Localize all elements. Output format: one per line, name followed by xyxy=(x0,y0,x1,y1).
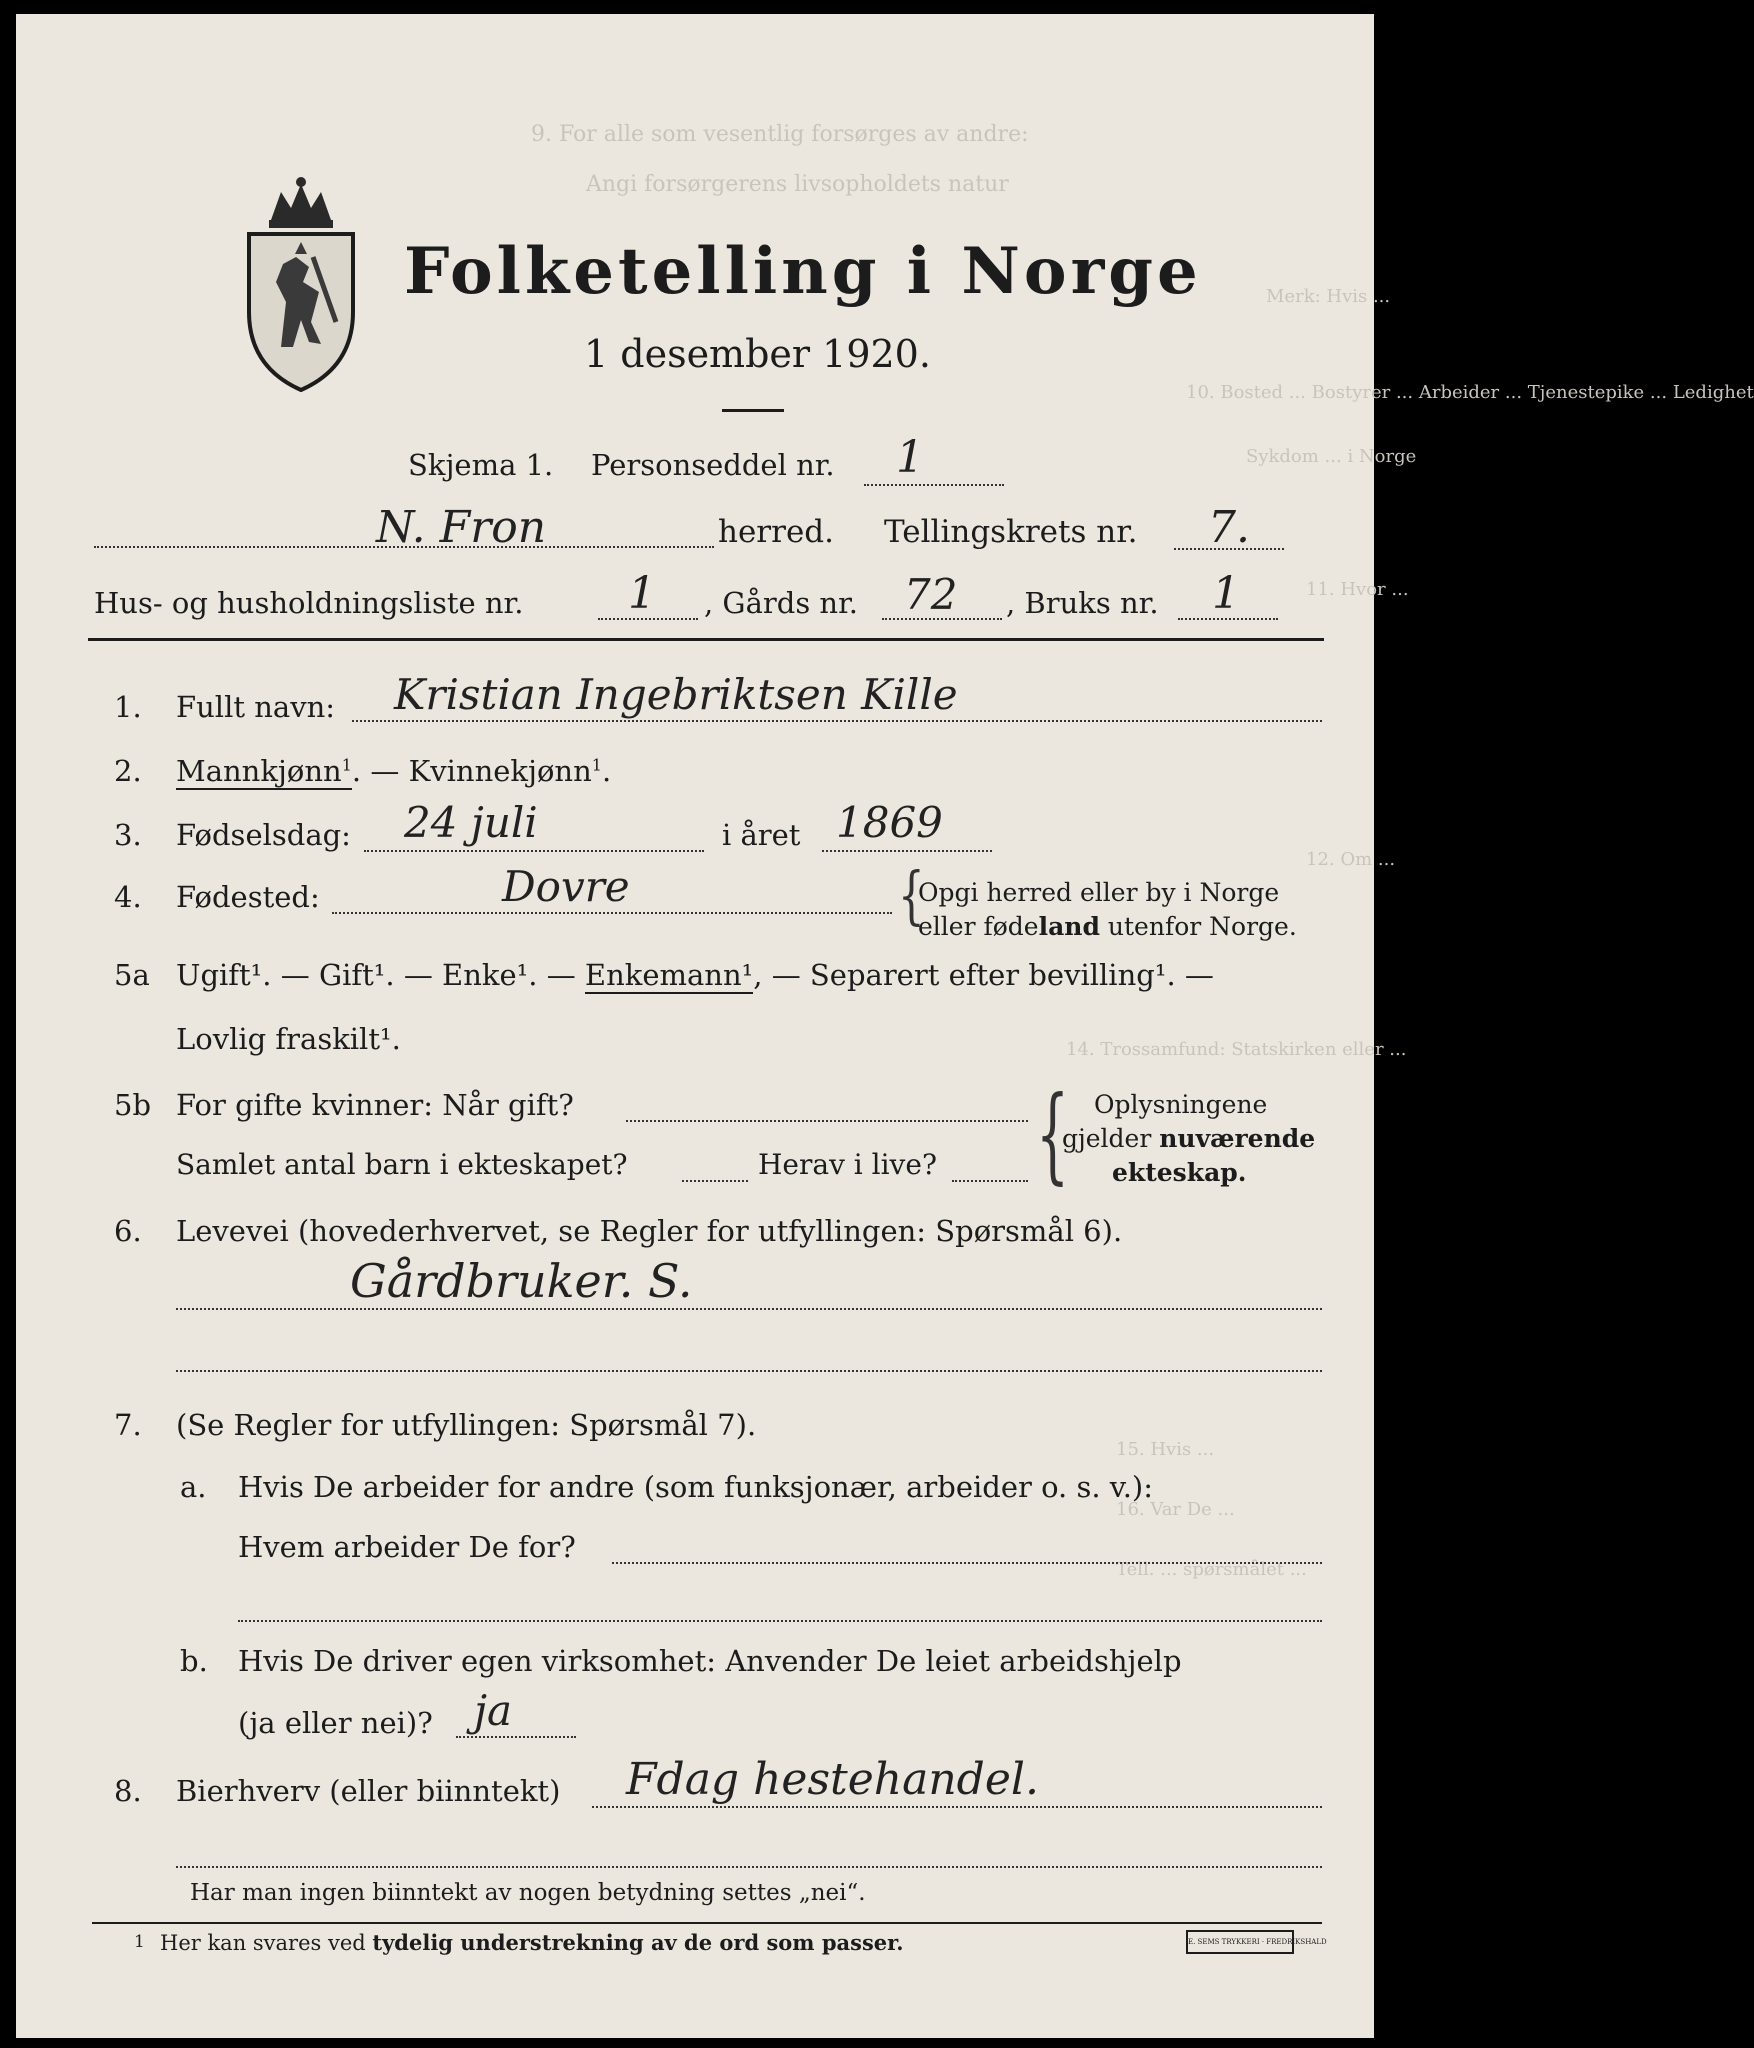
q5b-alive-label: Herav i live? xyxy=(758,1148,937,1181)
q6-label: Levevei (hovederhvervet, se Regler for utfyllingen: Spørsmål 6). xyxy=(176,1214,1123,1248)
q5b-alive-line xyxy=(952,1180,1028,1182)
bleed-line: 11. Hvor ... xyxy=(1306,579,1409,600)
q4-line xyxy=(332,912,892,914)
bleed-line: Merk: Hvis ... xyxy=(1266,286,1391,307)
q7a-number: a. xyxy=(180,1470,207,1504)
q3-value: 24 juli xyxy=(404,798,538,847)
bleed-line: Angi forsørgerens livsopholdets natur xyxy=(586,172,1009,197)
bleed-line: 10. Bosted ... Bostyrer ... Arbeider ... Tjenestepike ... Ledighet xyxy=(1186,382,1754,403)
q5b-note-1: Oplysningene xyxy=(1094,1090,1268,1119)
q4-brace: { xyxy=(898,858,925,932)
q8-line-1 xyxy=(592,1806,1322,1808)
bleed-line: 9. For alle som vesentlig forsørges av andre: xyxy=(531,122,1029,147)
q1-line xyxy=(352,720,1322,722)
q7b-value: ja xyxy=(474,1686,513,1735)
bleed-line: Sykdom ... i Norge xyxy=(1246,446,1417,467)
personseddel-label: Personseddel nr. xyxy=(591,448,835,482)
q7b-line-2: (ja eller nei)? xyxy=(238,1706,433,1740)
q1-number: 1. xyxy=(114,690,142,724)
biinntekt-note: Har man ingen biinntekt av nogen betydning settes „nei“. xyxy=(190,1880,866,1906)
title-divider xyxy=(722,409,784,412)
personseddel-line xyxy=(864,484,1004,486)
q3-year-line xyxy=(822,850,992,852)
q3-label: Fødselsdag: xyxy=(176,818,351,852)
hus-label: Hus- og husholdningsliste nr. xyxy=(94,586,524,620)
enkemann-option: Enkemann¹ xyxy=(584,958,754,992)
q7-number: 7. xyxy=(114,1408,142,1442)
page-title: Folketelling i Norge xyxy=(404,234,1202,309)
gards-label: , Gårds nr. xyxy=(704,586,858,620)
q5b-line-1: For gifte kvinner: Når gift? xyxy=(176,1088,574,1122)
q5b-note-2: gjelder nuværende xyxy=(1062,1124,1316,1153)
q3-year-label: i året xyxy=(722,818,801,852)
herred-label: herred. xyxy=(718,514,834,550)
q1-label: Fullt navn: xyxy=(176,690,336,724)
q7-label: (Se Regler for utfyllingen: Spørsmål 7). xyxy=(176,1408,757,1442)
q8-label: Bierhverv (eller biinntekt) xyxy=(176,1774,561,1808)
q4-note-2: eller fødeland utenfor Norge. xyxy=(918,912,1297,941)
census-date: 1 desember 1920. xyxy=(584,332,931,376)
personseddel-value: 1 xyxy=(896,432,924,483)
q4-note-1: Opgi herred eller by i Norge xyxy=(918,878,1280,907)
q4-label: Fødested: xyxy=(176,880,320,914)
q6-number: 6. xyxy=(114,1214,142,1248)
hus-value: 1 xyxy=(628,568,656,619)
q3-line xyxy=(364,850,704,852)
kvinnekjonn-option: Kvinnekjønn xyxy=(408,754,592,788)
bleed-line: Tell. ... spørsmålet ... xyxy=(1116,1559,1307,1580)
q5a-line-2: Lovlig fraskilt¹. xyxy=(176,1022,401,1056)
q5b-brace: { xyxy=(1036,1076,1070,1196)
bleed-line: 12. Om ... xyxy=(1306,849,1396,870)
printer-stamp: E. SEMS TRYKKERI · FREDRIKSHALD xyxy=(1186,1930,1294,1954)
q5b-children-line xyxy=(682,1180,748,1182)
mannkjonn-option: Mannkjønn$^1$ xyxy=(176,754,352,788)
q4-number: 4. xyxy=(114,880,142,914)
census-form xyxy=(16,14,1754,2038)
gards-value: 72 xyxy=(904,570,958,619)
q6-value: Gårdbruker. S. xyxy=(350,1254,693,1308)
q2-line: Mannkjønn$^1$. — Kvinnekjønn$^1$. xyxy=(176,754,612,788)
q5b-note-3: ekteskap. xyxy=(1112,1158,1247,1187)
q7a-line-2: Hvem arbeider De for? xyxy=(238,1530,576,1564)
footer-divider xyxy=(92,1922,1322,1924)
herred-value: N. Fron xyxy=(376,502,547,553)
q8-number: 8. xyxy=(114,1774,142,1808)
bruks-label: , Bruks nr. xyxy=(1006,586,1159,620)
q6-line-2 xyxy=(176,1370,1322,1372)
footnote-mark: 1 xyxy=(134,1932,145,1952)
q1-value: Kristian Ingebriktsen Kille xyxy=(394,670,958,719)
q4-value: Dovre xyxy=(502,862,630,911)
skjema-label: Skjema 1. xyxy=(408,448,554,482)
q7a-line-1: Hvis De arbeider for andre (som funksjonær, arbeider o. s. v.): xyxy=(238,1470,1154,1504)
bleed-line: 14. Trossamfund: Statskirken eller ... xyxy=(1066,1039,1407,1060)
q3-year-value: 1869 xyxy=(836,798,943,847)
q5a-line-1: Ugift¹. — Gift¹. — Enke¹. — Enkemann¹, — Separert efter bevilling¹. — xyxy=(176,958,1214,992)
norway-coat-of-arms-icon xyxy=(241,172,361,392)
q6-line-1 xyxy=(176,1308,1322,1310)
tellingskrets-label: Tellingskrets nr. xyxy=(884,514,1138,550)
q5b-number: 5b xyxy=(114,1088,152,1122)
q5a-number: 5a xyxy=(114,958,150,992)
q8-value: Fdag hestehandel. xyxy=(626,1754,1039,1805)
q8-line-2 xyxy=(176,1866,1322,1868)
q7b-number: b. xyxy=(180,1644,208,1678)
q7b-answer-line xyxy=(456,1736,576,1738)
q7b-line-1: Hvis De driver egen virksomhet: Anvender De leiet arbeidshjelp xyxy=(238,1644,1182,1678)
q7a-answer-line-2 xyxy=(238,1620,1322,1622)
bleed-line: 16. Var De ... xyxy=(1116,1499,1235,1520)
q5b-children-label: Samlet antal barn i ekteskapet? xyxy=(176,1148,628,1181)
q3-number: 3. xyxy=(114,818,142,852)
header-divider xyxy=(88,638,1324,641)
bleed-line: 15. Hvis ... xyxy=(1116,1439,1215,1460)
q7a-answer-line xyxy=(612,1562,1322,1564)
tellingskrets-value: 7. xyxy=(1208,502,1250,553)
footnote: Her kan svares ved tydelig understrekning av de ord som passer. xyxy=(160,1930,904,1955)
bruks-value: 1 xyxy=(1212,568,1240,619)
q5b-married-line xyxy=(626,1120,1028,1122)
q2-number: 2. xyxy=(114,754,142,788)
